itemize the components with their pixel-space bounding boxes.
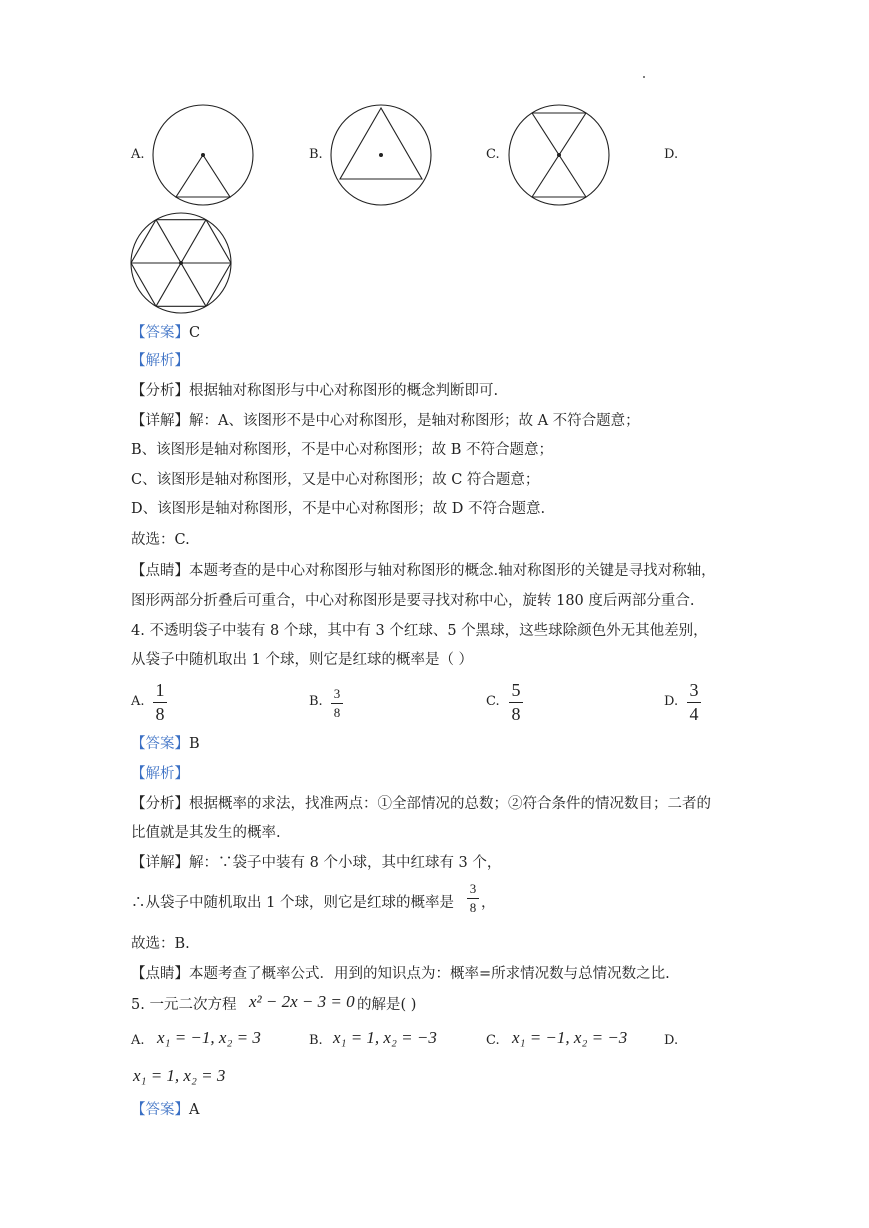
- q4-detail-line: ∴从袋子中随机取出 1 个球，则它是红球的概率是: [131, 895, 454, 911]
- q4-detail: 【详解】解：∵袋子中装有 8 个小球，其中红球有 3 个，: [131, 855, 502, 871]
- q3-detail-line: D、该图形是轴对称图形，不是中心对称图形；故 D 不符合题意.: [131, 501, 546, 517]
- q3-option-b-label: B.: [309, 147, 323, 162]
- q5-option-a-math: x₁ = −1, x₂ = 3: [157, 1028, 261, 1047]
- q5-option-b-math: x₁ = 1, x₂ = −3: [333, 1028, 437, 1047]
- q3-comment: 【点睛】本题考查的是中心对称图形与轴对称图形的概念.轴对称图形的关键是寻找对称轴，: [131, 563, 716, 579]
- q4-choose: 故选：B.: [131, 936, 190, 952]
- q4-option-a-label: A.: [131, 694, 145, 709]
- q4-option-c-label: C.: [486, 694, 500, 709]
- q3-analysis: 【分析】根据轴对称图形与中心对称图形的概念判断即可.: [131, 383, 499, 399]
- q3-detail-line: 【详解】解：A、该图形不是中心对称图形，是轴对称图形；故 A 不符合题意；: [131, 413, 640, 429]
- q3-option-c-label: C.: [486, 147, 500, 162]
- q5-stem-post: 的解是( ): [357, 997, 417, 1013]
- q3-detail-line: B、该图形是轴对称图形，不是中心对称图形；故 B 不符合题意；: [131, 442, 554, 458]
- q3-analysis-heading: 【解析】: [131, 353, 189, 369]
- q4-analysis-cont: 比值就是其发生的概率.: [131, 825, 281, 841]
- q5-option-c-label: C.: [486, 1033, 500, 1048]
- q5-option-b-label: B.: [309, 1033, 323, 1048]
- q4-detail-tail: ，: [481, 895, 496, 911]
- q5-stem-pre: 5. 一元二次方程: [131, 997, 237, 1013]
- q4-stem: 4. 不透明袋子中装有 8 个球，其中有 3 个红球、5 个黑球，这些球除颜色外无其他差别，: [131, 623, 708, 639]
- figure-b: [331, 105, 431, 205]
- q4-analysis-heading: 【解析】: [131, 766, 189, 782]
- q3-answer: 【答案】C: [131, 325, 201, 341]
- q5-option-c-math: x₁ = −1, x₂ = −3: [512, 1028, 628, 1047]
- q3-option-a-label: A.: [131, 147, 145, 162]
- q4-option-d-fraction: 3 4: [687, 680, 701, 725]
- q4-stem-cont: 从袋子中随机取出 1 个球，则它是红球的概率是（ ）: [131, 652, 474, 668]
- q4-comment: 【点睛】本题考查了概率公式．用到的知识点为：概率=所求情况数与总情况数之比.: [131, 966, 670, 982]
- q3-option-d-label: D.: [664, 147, 679, 162]
- q5-option-a-label: A.: [131, 1033, 145, 1048]
- header-dot: [643, 76, 645, 78]
- q4-detail-fraction: 3 8: [467, 881, 479, 916]
- q3-comment-cont: 图形两部分折叠后可重合，中心对称图形是要寻找对称中心，旋转 180 度后两部分重合.: [131, 593, 695, 609]
- q4-option-c-fraction: 5 8: [509, 680, 523, 725]
- q5-answer: 【答案】A: [131, 1102, 200, 1118]
- q4-option-b-fraction: 3 8: [331, 686, 343, 721]
- q5-option-d-label: D.: [664, 1033, 679, 1048]
- figure-c: [509, 105, 609, 205]
- q5-equation: x² − 2x − 3 = 0: [249, 992, 355, 1011]
- q4-option-d-label: D.: [664, 694, 679, 709]
- q4-analysis: 【分析】根据概率的求法，找准两点：①全部情况的总数；②符合条件的情况数目；二者的: [131, 796, 711, 812]
- q3-detail-line: C、该图形是轴对称图形，又是中心对称图形；故 C 符合题意；: [131, 472, 540, 488]
- q5-option-d-math: x₁ = 1, x₂ = 3: [133, 1066, 226, 1085]
- q4-option-b-label: B.: [309, 694, 323, 709]
- figure-d: [131, 213, 231, 313]
- figure-a: [153, 105, 253, 205]
- q3-choose: 故选：C.: [131, 532, 190, 548]
- q4-answer: 【答案】B: [131, 736, 200, 752]
- q4-option-a-fraction: 1 8: [153, 680, 167, 725]
